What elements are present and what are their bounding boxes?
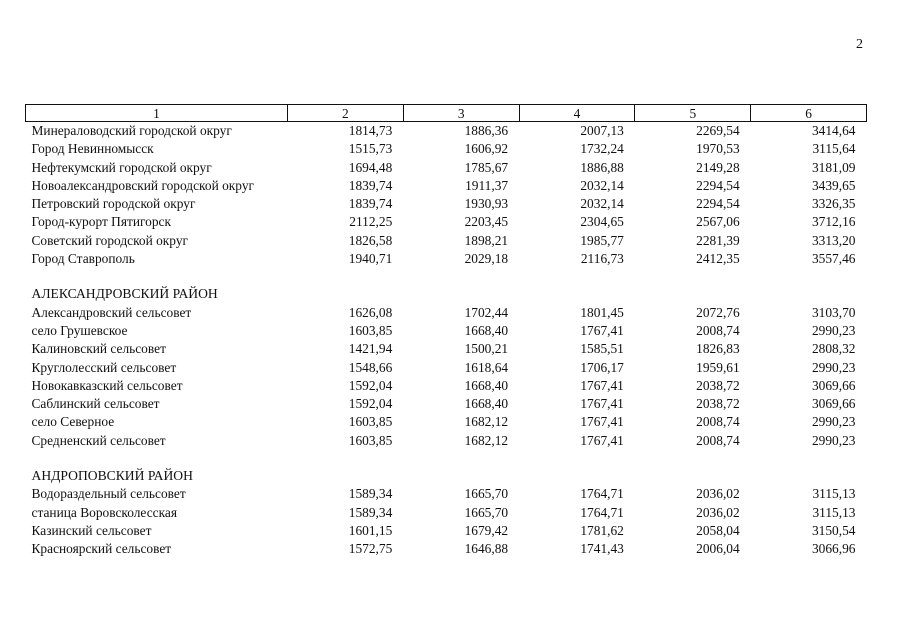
value-cell-col-2: 1814,73 bbox=[348, 123, 393, 138]
table-row bbox=[26, 540, 867, 558]
municipality-name: село Северное bbox=[31, 414, 115, 430]
municipality-name: Город Невинномысск bbox=[31, 141, 154, 157]
value-cell-col-5: 1826,83 bbox=[696, 341, 740, 357]
value-cell-col-4: 1886,88 bbox=[580, 159, 624, 175]
value-cell-col-5: 2567,06 bbox=[696, 214, 740, 230]
municipality-name: Город-курорт Пятигорск bbox=[31, 214, 172, 230]
value-cell-col-3: 1646,88 bbox=[464, 541, 509, 557]
table-row bbox=[26, 140, 867, 158]
municipality-name: Калиновский сельсовет bbox=[31, 341, 166, 357]
district-heading: АЛЕКСАНДРОВСКИЙ РАЙОН bbox=[31, 286, 218, 302]
value-cell-col-3: 1665,70 bbox=[464, 486, 509, 502]
value-cell-col-5: 2294,54 bbox=[696, 196, 740, 212]
value-cell-col-4: 1741,43 bbox=[580, 541, 624, 557]
municipality-name: Круглолесский сельсовет bbox=[31, 359, 177, 375]
municipality-name: Минераловодский городской округ bbox=[31, 123, 232, 138]
table-row bbox=[26, 304, 867, 322]
value-cell-col-6: 2808,32 bbox=[811, 341, 856, 357]
column-header-3: 3 bbox=[403, 105, 519, 122]
value-cell-col-5: 2038,72 bbox=[696, 396, 740, 412]
value-cell-col-5: 2036,02 bbox=[696, 486, 740, 502]
value-cell-col-4: 1585,51 bbox=[580, 341, 624, 357]
table-row bbox=[26, 340, 867, 358]
value-cell-col-2: 1515,73 bbox=[348, 141, 393, 157]
value-cell-col-6: 2990,23 bbox=[811, 359, 856, 375]
value-cell-col-4: 1764,71 bbox=[580, 504, 624, 520]
value-cell-col-6: 2990,23 bbox=[811, 432, 856, 448]
municipality-name: Нефтекумский городской округ bbox=[31, 159, 212, 175]
value-cell-col-5: 2294,54 bbox=[696, 177, 740, 193]
value-cell-col-3: 2029,18 bbox=[464, 251, 509, 267]
district-heading: АНДРОПОВСКИЙ РАЙОН bbox=[31, 468, 193, 484]
page-number: 2 bbox=[856, 37, 863, 52]
value-cell-col-4: 2304,65 bbox=[580, 214, 624, 230]
value-cell-col-3: 1668,40 bbox=[464, 396, 509, 412]
value-cell-col-6: 3313,20 bbox=[811, 232, 856, 248]
table-row bbox=[26, 432, 867, 450]
value-cell-col-4: 1732,24 bbox=[580, 141, 624, 157]
value-cell-col-4: 2032,14 bbox=[580, 177, 624, 193]
value-cell-col-2: 1626,08 bbox=[348, 304, 393, 320]
value-cell-col-6: 3414,64 bbox=[811, 123, 856, 138]
value-cell-col-6: 3069,66 bbox=[811, 396, 856, 412]
value-cell-col-5: 2008,74 bbox=[696, 432, 740, 448]
value-cell-col-6: 2990,23 bbox=[811, 322, 856, 338]
value-cell-col-4: 1764,71 bbox=[580, 486, 624, 502]
district-heading-row bbox=[26, 285, 867, 303]
value-cell-col-3: 1618,64 bbox=[464, 359, 509, 375]
municipality-name: станица Воровсколесская bbox=[31, 504, 177, 520]
value-cell-col-4: 1767,41 bbox=[580, 377, 624, 393]
value-cell-col-3: 1702,44 bbox=[464, 304, 509, 320]
table-row bbox=[26, 522, 867, 540]
value-cell-col-2: 1572,75 bbox=[348, 541, 393, 557]
value-cell-col-4: 1801,45 bbox=[580, 304, 624, 320]
value-cell-col-6: 3066,96 bbox=[811, 541, 856, 557]
value-cell-col-3: 1606,92 bbox=[464, 141, 509, 157]
value-cell-col-2: 1603,85 bbox=[348, 322, 393, 338]
municipality-name: Казинский сельсовет bbox=[31, 522, 152, 538]
value-cell-col-3: 1898,21 bbox=[464, 232, 509, 248]
value-cell-col-3: 1668,40 bbox=[464, 377, 509, 393]
table-row bbox=[26, 213, 867, 231]
value-cell-col-6: 3181,09 bbox=[811, 159, 856, 175]
value-cell-col-3: 1886,36 bbox=[464, 123, 509, 138]
value-cell-col-5: 2281,39 bbox=[696, 232, 740, 248]
value-cell-col-6: 3439,65 bbox=[811, 177, 856, 193]
value-cell-col-3: 1911,37 bbox=[465, 177, 509, 193]
value-cell-col-5: 1959,61 bbox=[696, 359, 740, 375]
table-row bbox=[26, 159, 867, 177]
table-row bbox=[26, 395, 867, 413]
table-row bbox=[26, 322, 867, 340]
value-cell-col-2: 1940,71 bbox=[348, 251, 393, 267]
value-cell-col-5: 2008,74 bbox=[696, 414, 740, 430]
value-cell-col-6: 3326,35 bbox=[811, 196, 856, 212]
municipality-name: Александровский сельсовет bbox=[31, 304, 192, 320]
value-cell-col-2: 1421,94 bbox=[348, 341, 393, 357]
value-cell-col-3: 1682,12 bbox=[464, 432, 509, 448]
value-cell-col-6: 2990,23 bbox=[811, 414, 856, 430]
value-cell-col-3: 1679,42 bbox=[464, 522, 509, 538]
municipality-name: Саблинский сельсовет bbox=[31, 396, 160, 412]
column-header-1: 1 bbox=[26, 105, 288, 122]
table-row bbox=[26, 413, 867, 431]
value-cell-col-2: 1601,15 bbox=[348, 522, 393, 538]
value-cell-col-2: 1694,48 bbox=[348, 159, 393, 175]
municipality-name: Водораздельный сельсовет bbox=[31, 486, 186, 502]
value-cell-col-3: 1668,40 bbox=[464, 322, 509, 338]
value-cell-col-3: 1930,93 bbox=[464, 196, 509, 212]
table-row bbox=[26, 195, 867, 213]
value-cell-col-2: 1839,74 bbox=[348, 177, 393, 193]
value-cell-col-2: 2112,25 bbox=[349, 214, 393, 230]
value-cell-col-6: 3115,13 bbox=[812, 486, 856, 502]
value-cell-col-3: 1785,67 bbox=[464, 159, 509, 175]
value-cell-col-4: 2116,73 bbox=[580, 251, 624, 267]
value-cell-col-2: 1839,74 bbox=[348, 196, 393, 212]
value-cell-col-6: 3115,64 bbox=[812, 141, 856, 157]
table-body bbox=[26, 122, 867, 559]
value-cell-col-5: 2036,02 bbox=[696, 504, 740, 520]
value-cell-col-2: 1603,85 bbox=[348, 414, 393, 430]
value-cell-col-2: 1589,34 bbox=[348, 504, 393, 520]
header-row bbox=[26, 105, 867, 122]
value-cell-col-4: 1767,41 bbox=[580, 414, 624, 430]
table-row bbox=[26, 377, 867, 395]
table-row bbox=[26, 232, 867, 250]
value-cell-col-2: 1592,04 bbox=[348, 396, 393, 412]
value-cell-col-4: 1706,17 bbox=[580, 359, 624, 375]
value-cell-col-5: 2149,28 bbox=[696, 159, 740, 175]
value-cell-col-5: 2038,72 bbox=[696, 377, 740, 393]
value-cell-col-5: 2412,35 bbox=[696, 251, 740, 267]
value-cell-col-5: 2072,76 bbox=[696, 304, 740, 320]
value-cell-col-5: 2008,74 bbox=[696, 322, 740, 338]
table-row bbox=[26, 177, 867, 195]
value-cell-col-4: 1767,41 bbox=[580, 322, 624, 338]
table-row bbox=[26, 485, 867, 503]
column-header-6: 6 bbox=[751, 105, 867, 122]
value-cell-col-2: 1826,58 bbox=[348, 232, 393, 248]
value-cell-col-3: 2203,45 bbox=[464, 214, 509, 230]
value-cell-col-6: 3712,16 bbox=[811, 214, 856, 230]
table-row bbox=[26, 504, 867, 522]
value-cell-col-2: 1592,04 bbox=[348, 377, 393, 393]
district-heading-row bbox=[26, 467, 867, 485]
table-row bbox=[26, 359, 867, 377]
value-cell-col-3: 1682,12 bbox=[464, 414, 509, 430]
value-cell-col-2: 1603,85 bbox=[348, 432, 393, 448]
column-header-4: 4 bbox=[519, 105, 635, 122]
value-cell-col-5: 2006,04 bbox=[696, 541, 740, 557]
value-cell-col-6: 3115,13 bbox=[812, 504, 856, 520]
section-spacer bbox=[26, 450, 867, 467]
value-cell-col-6: 3557,46 bbox=[811, 251, 856, 267]
value-cell-col-5: 2058,04 bbox=[696, 522, 740, 538]
value-cell-col-6: 3069,66 bbox=[811, 377, 856, 393]
value-cell-col-4: 1781,62 bbox=[580, 522, 624, 538]
value-cell-col-6: 3103,70 bbox=[811, 304, 856, 320]
table-row bbox=[26, 250, 867, 268]
section-spacer bbox=[26, 268, 867, 285]
value-cell-col-2: 1548,66 bbox=[348, 359, 393, 375]
municipality-name: Город Ставрополь bbox=[31, 251, 135, 267]
value-cell-col-4: 1767,41 bbox=[580, 432, 624, 448]
value-cell-col-4: 1985,77 bbox=[580, 232, 624, 248]
value-cell-col-2: 1589,34 bbox=[348, 486, 393, 502]
value-cell-col-4: 2007,13 bbox=[580, 123, 624, 138]
table-row bbox=[26, 122, 867, 141]
municipality-name: Новокавказский сельсовет bbox=[31, 377, 183, 393]
value-cell-col-4: 2032,14 bbox=[580, 196, 624, 212]
column-header-5: 5 bbox=[635, 105, 751, 122]
value-cell-col-4: 1767,41 bbox=[580, 396, 624, 412]
municipality-name: село Грушевское bbox=[31, 322, 128, 338]
municipality-name: Красноярский сельсовет bbox=[31, 541, 172, 557]
value-cell-col-5: 2269,54 bbox=[696, 123, 740, 138]
value-cell-col-5: 1970,53 bbox=[696, 141, 740, 157]
value-cell-col-3: 1665,70 bbox=[464, 504, 509, 520]
value-cell-col-6: 3150,54 bbox=[811, 522, 856, 538]
value-cell-col-3: 1500,21 bbox=[464, 341, 509, 357]
municipality-name: Советский городской округ bbox=[31, 232, 189, 248]
municipality-name: Средненский сельсовет bbox=[31, 432, 166, 448]
column-header-2: 2 bbox=[288, 105, 404, 122]
table-header bbox=[26, 105, 867, 122]
municipality-name: Новоалександровский городской округ bbox=[31, 177, 255, 193]
tariff-table bbox=[25, 104, 867, 559]
municipality-name: Петровский городской округ bbox=[31, 196, 196, 212]
